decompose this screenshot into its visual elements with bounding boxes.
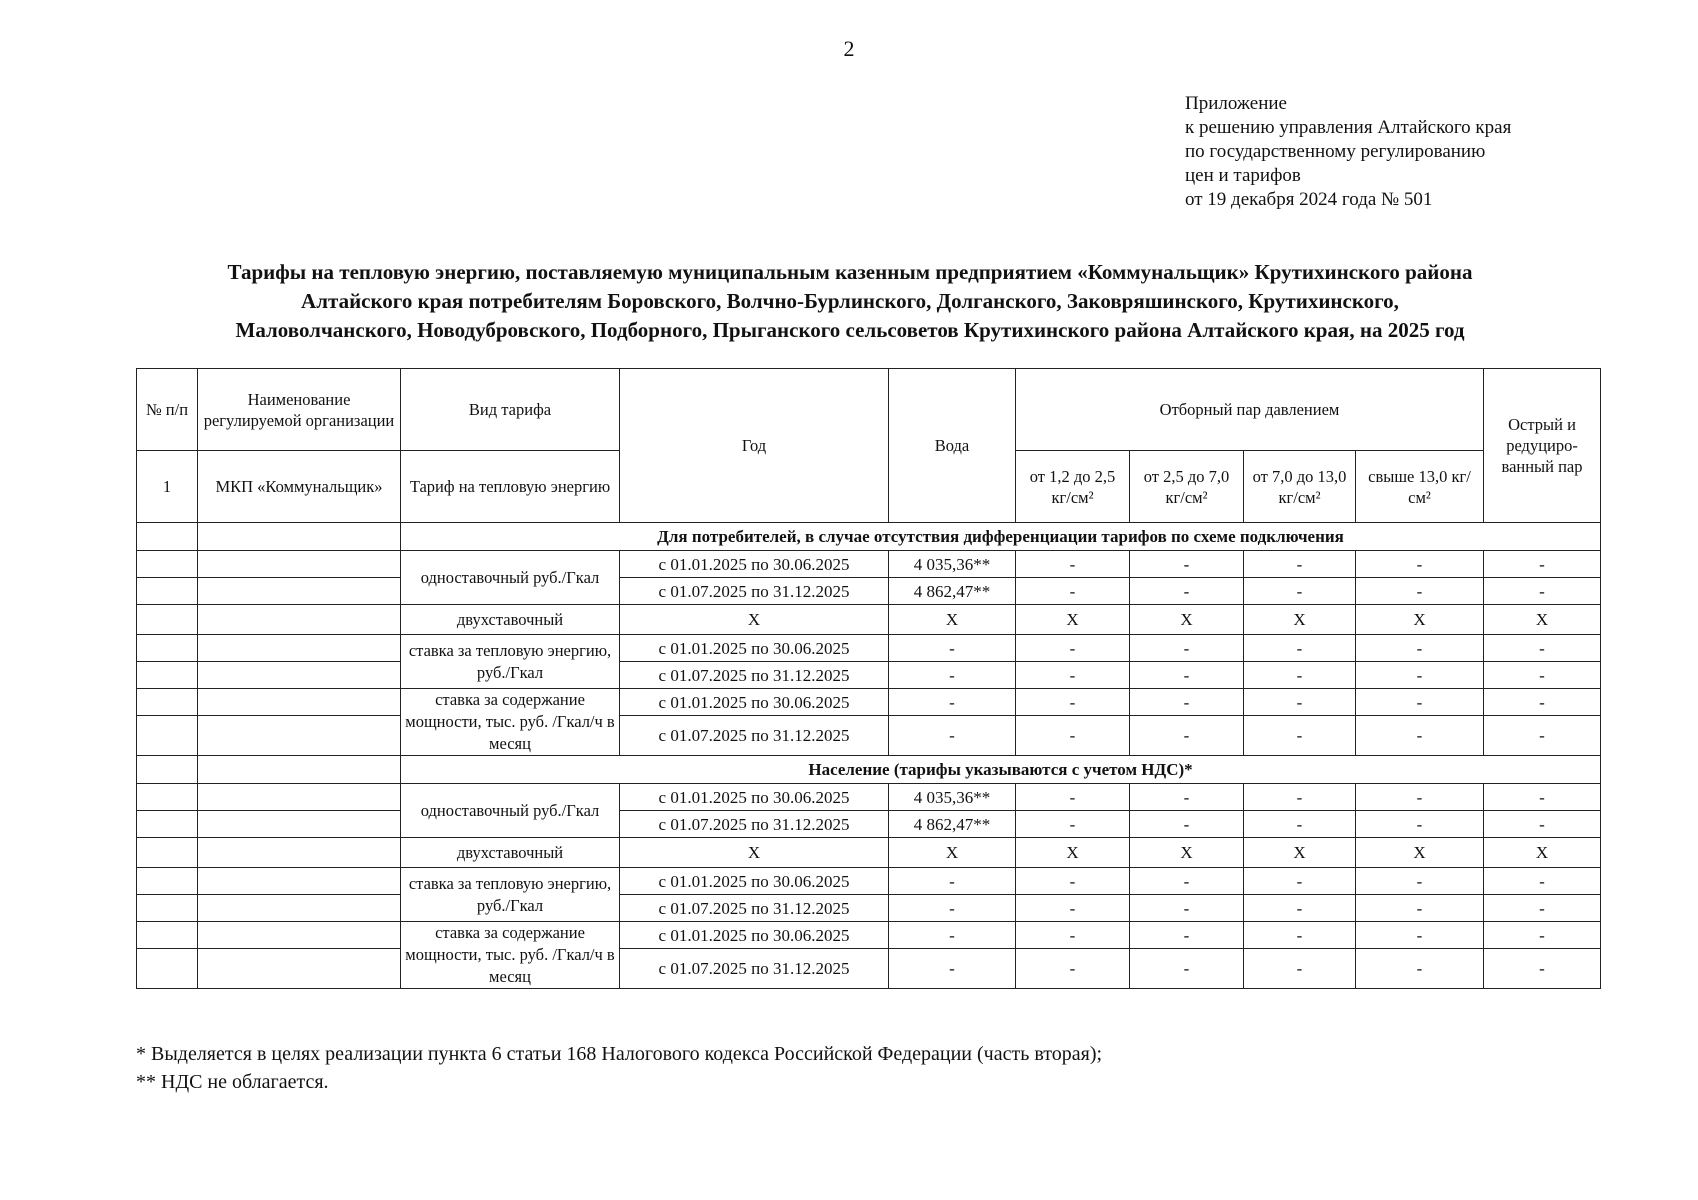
- table-row: [137, 922, 1601, 949]
- period-cell: с 01.07.2025 по 31.12.2025: [620, 578, 889, 605]
- value-cell: -: [1356, 784, 1484, 811]
- table-row: [137, 949, 1601, 989]
- value-cell: -: [1130, 949, 1244, 989]
- value-cell: -: [1016, 949, 1130, 989]
- value-cell: -: [1016, 578, 1130, 605]
- value-cell: -: [1016, 895, 1130, 922]
- org-tariff-kind: Тариф на тепловую энергию: [401, 451, 620, 523]
- value-cell: -: [889, 868, 1016, 895]
- value-cell: -: [1244, 551, 1356, 578]
- empty-cell: [137, 811, 198, 838]
- value-cell: -: [889, 689, 1016, 716]
- value-cell: X: [1244, 838, 1356, 868]
- org-num: 1: [137, 451, 198, 523]
- header-org: Наименование регулируемой организации: [198, 369, 401, 451]
- table-row: [137, 895, 1601, 922]
- value-cell: -: [1484, 811, 1601, 838]
- value-cell: -: [1356, 635, 1484, 662]
- value-cell: -: [1484, 784, 1601, 811]
- header-steam-group: Отборный пар давлением: [1016, 369, 1484, 451]
- value-cell: -: [889, 922, 1016, 949]
- value-cell: -: [1356, 922, 1484, 949]
- value-cell: -: [1484, 578, 1601, 605]
- value-cell: -: [1016, 689, 1130, 716]
- value-cell: -: [889, 716, 1016, 756]
- period-cell: с 01.07.2025 по 31.12.2025: [620, 895, 889, 922]
- table-row: [137, 578, 1601, 605]
- page-number: 2: [843, 36, 855, 61]
- tariff-table: [136, 368, 1601, 989]
- title-line: Алтайского края потребителям Боровского, Волчно-Бурлинского, Долганского, Заковряшинского, Крутихинского,: [301, 289, 1399, 313]
- empty-cell: [137, 523, 198, 551]
- value-cell: -: [1130, 662, 1244, 689]
- period-cell: с 01.07.2025 по 31.12.2025: [620, 949, 889, 989]
- value-cell: -: [1130, 811, 1244, 838]
- value-cell: -: [1130, 895, 1244, 922]
- period-cell: с 01.01.2025 по 30.06.2025: [620, 635, 889, 662]
- appendix-line: Приложение: [1185, 93, 1287, 114]
- empty-cell: [198, 605, 401, 635]
- period-cell: с 01.01.2025 по 30.06.2025: [620, 868, 889, 895]
- value-cell: -: [1016, 922, 1130, 949]
- table-row: [137, 635, 1601, 662]
- value-cell: -: [1244, 578, 1356, 605]
- tariff-type-label: одноставочный руб./Гкал: [401, 784, 620, 838]
- value-cell: -: [1244, 868, 1356, 895]
- empty-cell: [137, 716, 198, 756]
- value-cell: X: [889, 838, 1016, 868]
- header-steam-1: от 1,2 до 2,5 кг/см²: [1016, 451, 1130, 523]
- empty-cell: [198, 578, 401, 605]
- value-cell: -: [1016, 716, 1130, 756]
- value-cell: -: [1130, 635, 1244, 662]
- value-cell: -: [1356, 716, 1484, 756]
- value-cell: -: [1130, 784, 1244, 811]
- empty-cell: [198, 868, 401, 895]
- period-cell: с 01.07.2025 по 31.12.2025: [620, 811, 889, 838]
- table-body: [137, 369, 1601, 989]
- header-water: Вода: [889, 369, 1016, 523]
- empty-cell: [198, 523, 401, 551]
- value-cell: -: [1484, 716, 1601, 756]
- value-cell: 4 035,36**: [889, 784, 1016, 811]
- header-steam-4: свыше 13,0 кг/см²: [1356, 451, 1484, 523]
- table-row: [137, 811, 1601, 838]
- empty-cell: [137, 922, 198, 949]
- period-cell: с 01.01.2025 по 30.06.2025: [620, 551, 889, 578]
- empty-cell: [198, 922, 401, 949]
- value-cell: -: [889, 635, 1016, 662]
- appendix-line: цен и тарифов: [1185, 165, 1301, 186]
- empty-cell: [137, 838, 198, 868]
- header-steam-3: от 7,0 до 13,0 кг/см²: [1244, 451, 1356, 523]
- empty-cell: [137, 662, 198, 689]
- header-sharp-steam: Острый и редуциро-ванный пар: [1484, 369, 1601, 523]
- table-row: [137, 605, 1601, 635]
- table-row: [137, 662, 1601, 689]
- footnote: * Выделяется в целях реализации пункта 6 статьи 168 Налогового кодекса Российской Федерации (часть вторая);: [136, 1043, 1103, 1065]
- value-cell: 4 862,47**: [889, 811, 1016, 838]
- value-cell: -: [889, 662, 1016, 689]
- empty-cell: [198, 895, 401, 922]
- value-cell: -: [1244, 949, 1356, 989]
- value-cell: -: [1484, 635, 1601, 662]
- value-cell: -: [1130, 922, 1244, 949]
- period-cell: с 01.01.2025 по 30.06.2025: [620, 784, 889, 811]
- value-cell: -: [1016, 784, 1130, 811]
- empty-cell: [198, 551, 401, 578]
- value-cell: -: [1244, 784, 1356, 811]
- empty-cell: [137, 784, 198, 811]
- value-cell: -: [889, 895, 1016, 922]
- value-cell: -: [1244, 662, 1356, 689]
- table-row: [137, 868, 1601, 895]
- appendix-block: [1185, 92, 1625, 212]
- section-title: Для потребителей, в случае отсутствия дифференциации тарифов по схеме подключения: [401, 523, 1601, 551]
- value-cell: X: [1244, 605, 1356, 635]
- org-name: МКП «Коммунальщик»: [198, 451, 401, 523]
- value-cell: -: [1484, 949, 1601, 989]
- period-cell: с 01.07.2025 по 31.12.2025: [620, 662, 889, 689]
- appendix-line: по государственному регулированию: [1185, 141, 1486, 162]
- empty-cell: [198, 635, 401, 662]
- empty-cell: [198, 949, 401, 989]
- period-cell: с 01.01.2025 по 30.06.2025: [620, 922, 889, 949]
- value-cell: -: [1484, 868, 1601, 895]
- value-cell: X: [1356, 838, 1484, 868]
- value-cell: -: [1244, 922, 1356, 949]
- value-cell: X: [1356, 605, 1484, 635]
- value-cell: -: [1356, 689, 1484, 716]
- value-cell: -: [1130, 578, 1244, 605]
- value-cell: X: [1130, 838, 1244, 868]
- empty-cell: [137, 605, 198, 635]
- empty-cell: [137, 551, 198, 578]
- value-cell: -: [1484, 922, 1601, 949]
- header-num: № п/п: [137, 369, 198, 451]
- empty-cell: [137, 689, 198, 716]
- empty-cell: [198, 689, 401, 716]
- tariff-type-label: двухставочный: [401, 838, 620, 868]
- value-cell: -: [1244, 895, 1356, 922]
- value-cell: -: [1130, 551, 1244, 578]
- period-cell: с 01.07.2025 по 31.12.2025: [620, 716, 889, 756]
- empty-cell: [137, 756, 198, 784]
- value-cell: -: [1130, 716, 1244, 756]
- footnotes: [136, 1040, 1102, 1096]
- value-cell: -: [1356, 895, 1484, 922]
- appendix-line: к решению управления Алтайского края: [1185, 117, 1512, 138]
- value-cell: -: [1130, 689, 1244, 716]
- value-cell: X: [1016, 838, 1130, 868]
- title-line: Тарифы на тепловую энергию, поставляемую муниципальным казенным предприятием «Коммунальщик» Крутихинского района: [227, 260, 1473, 284]
- table-row: [137, 551, 1601, 578]
- section-row: [137, 756, 1601, 784]
- tariff-type-label: ставка за содержание мощности, тыс. руб. /Гкал/ч в месяц: [401, 922, 620, 989]
- empty-cell: [198, 811, 401, 838]
- empty-cell: [198, 716, 401, 756]
- value-cell: -: [1016, 811, 1130, 838]
- empty-cell: [198, 784, 401, 811]
- value-cell: X: [889, 605, 1016, 635]
- value-cell: -: [1244, 716, 1356, 756]
- tariff-type-label: ставка за содержание мощности, тыс. руб. /Гкал/ч в месяц: [401, 689, 620, 756]
- value-cell: -: [1244, 811, 1356, 838]
- value-cell: -: [1356, 949, 1484, 989]
- value-cell: -: [1484, 689, 1601, 716]
- empty-cell: [137, 895, 198, 922]
- section-row: [137, 523, 1601, 551]
- value-cell: -: [1356, 868, 1484, 895]
- value-cell: -: [1484, 551, 1601, 578]
- empty-cell: [137, 949, 198, 989]
- table-row: [137, 784, 1601, 811]
- title-line: Маловолчанского, Новодубровского, Подборного, Прыганского сельсоветов Крутихинского района Алтайского края, на 2025 год: [235, 318, 1465, 342]
- value-cell: 4 862,47**: [889, 578, 1016, 605]
- value-cell: -: [1016, 635, 1130, 662]
- table-row: [137, 689, 1601, 716]
- empty-cell: [137, 635, 198, 662]
- value-cell: -: [889, 949, 1016, 989]
- value-cell: -: [1244, 635, 1356, 662]
- value-cell: -: [1356, 551, 1484, 578]
- value-cell: -: [1244, 689, 1356, 716]
- empty-cell: [137, 578, 198, 605]
- value-cell: -: [1016, 662, 1130, 689]
- value-cell: -: [1484, 662, 1601, 689]
- value-cell: X: [1484, 838, 1601, 868]
- empty-cell: [198, 662, 401, 689]
- value-cell: -: [1016, 551, 1130, 578]
- tariff-type-label: одноставочный руб./Гкал: [401, 551, 620, 605]
- tariff-type-label: двухставочный: [401, 605, 620, 635]
- table-row: [137, 838, 1601, 868]
- footnote: ** НДС не облагается.: [136, 1071, 329, 1093]
- value-cell: -: [1130, 868, 1244, 895]
- period-cell: с 01.01.2025 по 30.06.2025: [620, 689, 889, 716]
- table-row: [137, 716, 1601, 756]
- value-cell: X: [1484, 605, 1601, 635]
- document-title: [120, 258, 1580, 345]
- appendix-line: от 19 декабря 2024 года № 501: [1185, 189, 1433, 210]
- tariff-type-label: ставка за тепловую энергию, руб./Гкал: [401, 868, 620, 922]
- section-title: Население (тарифы указываются с учетом НДС)*: [401, 756, 1601, 784]
- empty-cell: [198, 838, 401, 868]
- value-cell: -: [1484, 895, 1601, 922]
- value-cell: -: [1356, 662, 1484, 689]
- value-cell: 4 035,36**: [889, 551, 1016, 578]
- period-cell: X: [620, 838, 889, 868]
- empty-cell: [137, 868, 198, 895]
- header-steam-2: от 2,5 до 7,0 кг/см²: [1130, 451, 1244, 523]
- period-cell: X: [620, 605, 889, 635]
- value-cell: X: [1016, 605, 1130, 635]
- header-tariff-kind: Вид тарифа: [401, 369, 620, 451]
- header-row: [137, 369, 1601, 451]
- value-cell: -: [1356, 578, 1484, 605]
- header-year: Год: [620, 369, 889, 523]
- value-cell: -: [1356, 811, 1484, 838]
- value-cell: -: [1016, 868, 1130, 895]
- tariff-type-label: ставка за тепловую энергию, руб./Гкал: [401, 635, 620, 689]
- value-cell: X: [1130, 605, 1244, 635]
- empty-cell: [198, 756, 401, 784]
